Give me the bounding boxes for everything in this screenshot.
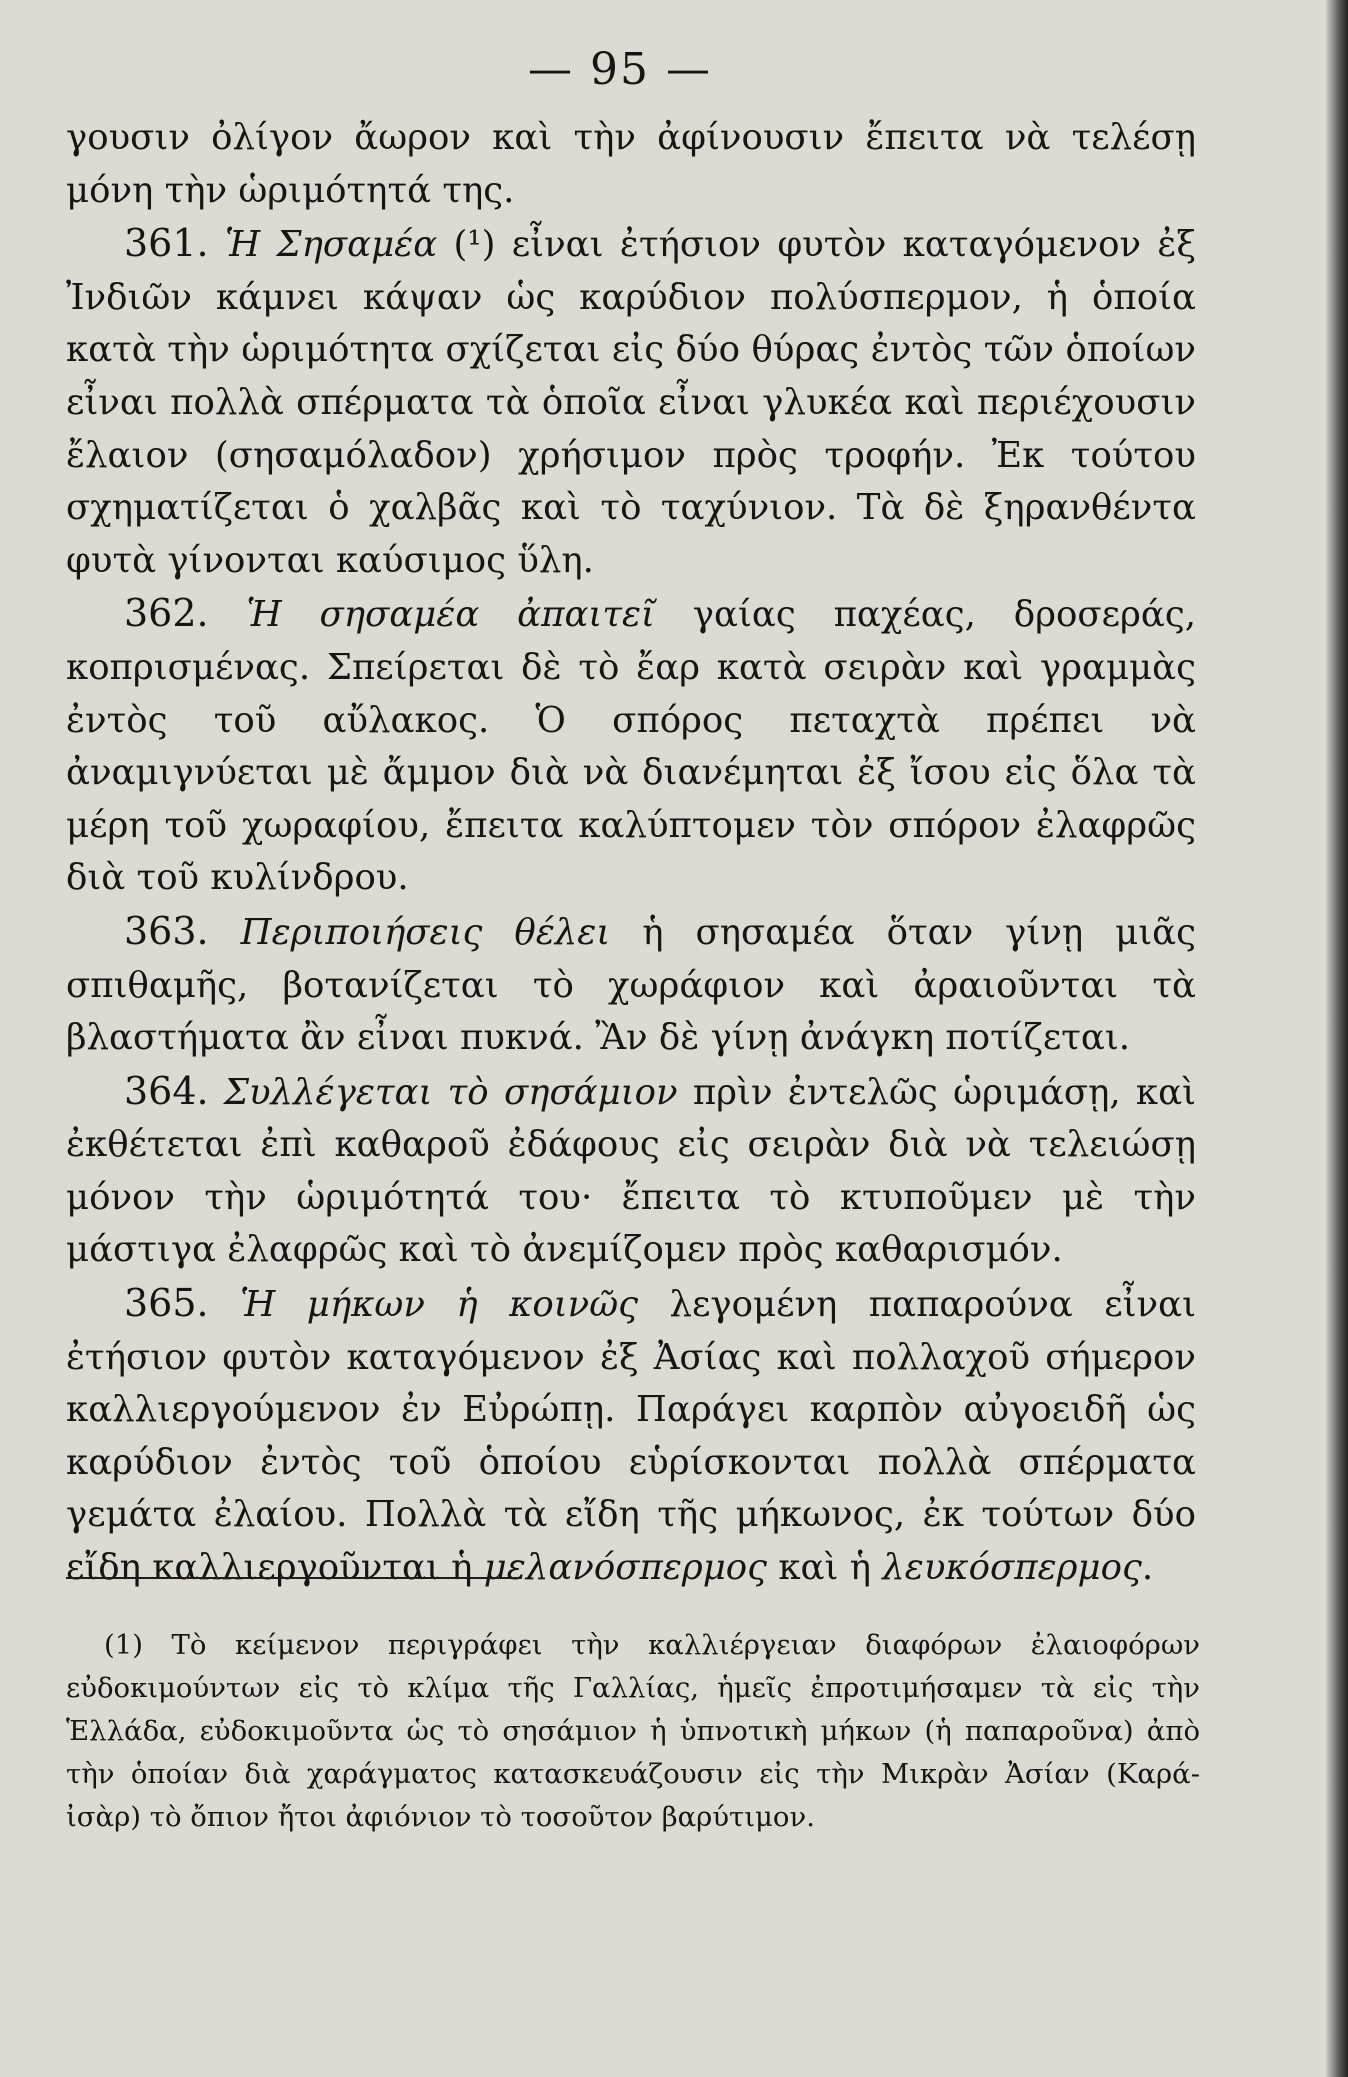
text-segment: ἡ σησαμέα ὅταν γίνῃ μιᾶς σπιθαμῆς, βοτανίζεται τὸ χωράφιον καὶ ἀραιοῦνται τὰ βλαστήματα ἂν εἶναι πυκνά. Ἂν δὲ γίνῃ ἀνάγκη ποτίζεται. [66, 911, 1197, 1059]
section-number: 362. [124, 591, 209, 636]
text-segment: γαίας παχέας, δροσεράς, κοπρισμένας. Σπείρεται δὲ τὸ ἔαρ κατὰ σειρὰν καὶ γραμμὰς ἐντὸς τοῦ αὔλακος. Ὁ σπόρος πεταχτὰ πρέπει νὰ ἀναμιγνύεται μὲ ἄμμον διὰ νὰ διανέμηται ἐξ ἴσου εἰς ὅλα τὰ μέρη τοῦ χωραφίου, ἔπειτα καλύπτομεν τὸν σπόρον ἐλαφρῶς διὰ τοῦ κυλίνδρου. [66, 594, 1196, 899]
footnote-rule [66, 1577, 522, 1579]
italic-term: Ἡ μήκων ἡ κοινῶς [240, 1284, 639, 1326]
paragraph-continuation [66, 112, 1196, 217]
italic-term: Συλλέγεται τὸ σησάμιον [223, 1071, 678, 1113]
text-segment: (¹) εἶναι ἐτήσιον φυτὸν καταγόμενον ἐξ Ἰνδιῶν κάμνει κάψαν ὡς καρύδιον πολύσπερμον, ἡ ὁποία κατὰ τὴν ὡριμότητα σχίζεται εἰς δύο θύρας ἐντὸς τῶν ὁποίων εἶναι πολλὰ σπέρματα τὰ ὁποῖα εἶναι γλυκέα καὶ περιέχουσιν ἔλαιον (σησαμόλαδον) χρήσιμον πρὸς τροφήν. Ἐκ τούτου σχηματίζεται ὁ χαλβᾶς καὶ τὸ ταχύνιον. Τὰ δὲ ξηρανθέντα φυτὰ γίνονται καύσιμος ὕλη. [66, 224, 1196, 581]
section-number: 365. [124, 1281, 209, 1326]
text-segment: γουσιν ὀλίγον ἄωρον καὶ τὴν ἀφίνουσιν ἔπειτα νὰ τελέσῃ μόνη τὴν ὡριμότητά της. [66, 117, 1196, 211]
text-segment: καὶ ἡ [767, 1547, 883, 1589]
text-segment [209, 1284, 240, 1325]
text-segment [209, 1072, 224, 1113]
text-segment: . [1141, 1547, 1154, 1589]
text-segment [209, 912, 241, 953]
italic-term: Περιποιήσεις θέλει [240, 911, 611, 953]
section-number: 363. [124, 908, 209, 953]
text-segment: λεγομένη παπαρούνα εἶναι ἐτήσιον φυτὸν καταγόμενον ἐξ Ἀσίας καὶ πολλαχοῦ σήμερον καλλιεργούμενον ἐν Εὐρώπῃ. Παράγει καρπὸν αὐγοειδῆ ὡς καρύδιον ἐντὸς τοῦ ὁποίου εὑρίσκονται πολλὰ σπέρματα γεμάτα ἐλαίου. Πολλὰ τὰ εἴδη τῆς μήκωνος, ἐκ τούτων δύο εἴδη καλλιεργοῦνται ἡ [66, 1284, 1196, 1589]
page-number: — 95 — [528, 44, 712, 95]
text-segment [209, 224, 225, 265]
paragraph-361 [66, 217, 1196, 587]
text-segment [209, 594, 247, 635]
text-segment: πρὶν ἐντελῶς ὡριμάσῃ, καὶ ἐκθέτεται ἐπὶ καθαροῦ ἐδάφους εἰς σειρὰν διὰ νὰ τελειώσῃ μόνον τὴν ὡριμότητά του· ἔπειτα τὸ κτυποῦμεν μὲ τὴν μάστιγα ἐλαφρῶς καὶ τὸ ἀνεμίζομεν πρὸς καθαρισμόν. [66, 1071, 1196, 1271]
italic-term: Ἡ Σησαμέα [224, 224, 438, 266]
paragraph-365 [66, 1277, 1196, 1595]
italic-term: μελανόσπερμος [483, 1547, 768, 1589]
footnote-text: (1) Τὸ κείμενον περιγράφει τὴν καλλιέργειαν διαφόρων ἐλαιοφόρων εὐδοκιμούντων εἰς τὸ κλίμα τῆς Γαλλίας, ἡμεῖς ἐπροτιμήσαμεν τὰ εἰς τὴν Ἑλλάδα, εὐδοκιμοῦντα ὡς τὸ σησάμιον ἡ ὑπνοτικὴ μήκων (ἡ παπαροῦνα) ἀπὸ τὴν ὁποίαν διὰ χαράγματος κατασκευάζουσιν εἰς τὴν Μικρὰν Ἀσίαν (Καρά-ἰσὰρ) τὸ ὄπιον ἤτοι ἀφιόνιον τὸ τοσοῦτον βαρύτιμον. [66, 1629, 1200, 1833]
page-edge-shadow [1326, 0, 1348, 2077]
section-number: 361. [124, 221, 209, 266]
paragraph-362 [66, 587, 1196, 905]
paragraph-363 [66, 905, 1196, 1065]
section-number: 364. [124, 1068, 209, 1113]
paragraph-364 [66, 1065, 1196, 1277]
footnote [66, 1624, 1200, 1839]
main-text [66, 112, 1196, 1595]
italic-term: Ἡ σησαμέα ἀπαιτεῖ [246, 594, 655, 636]
italic-term: λευκόσπερμος [882, 1547, 1142, 1589]
